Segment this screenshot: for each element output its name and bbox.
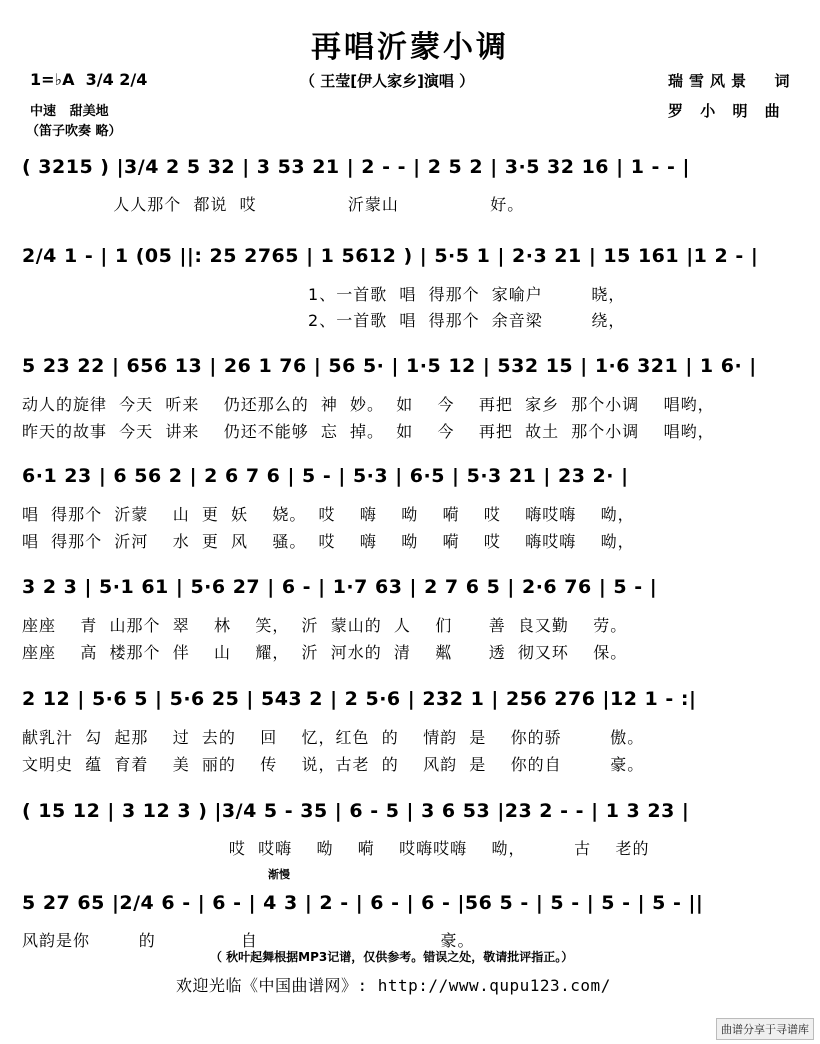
lyricist: 瑞雪风景 词 bbox=[668, 72, 796, 90]
tempo-change: 渐慢 bbox=[268, 868, 290, 881]
lyric-line: 唱 得那个 沂河 水 更 风 骚。 哎 嗨 呦 嗬 哎 嗨哎嗨 呦， bbox=[22, 532, 635, 551]
lyric-line: 座座 高 楼那个 伴 山 耀， 沂 河水的 清 粼 透 彻又环 保。 bbox=[22, 643, 628, 662]
footnote: （ 秋叶起舞根据MP3记谱，仅供参考。错误之处，敬请批评指正。） bbox=[210, 950, 574, 964]
lyric-line: 昨天的故事 今天 讲来 仍还不能够 忘 掉。 如 今 再把 故土 那个小调 唱哟， bbox=[22, 422, 715, 441]
lyric-line: 2、一首歌 唱 得那个 余音梁 绕， bbox=[22, 311, 626, 330]
lyric-line: 人人那个 都说 哎 沂蒙山 好。 bbox=[22, 195, 525, 214]
lyric-line: 座座 青 山那个 翠 林 笑， 沂 蒙山的 人 们 善 良又勤 劳。 bbox=[22, 616, 628, 635]
notation-line: 3 2 3 | 5·1 61 | 5·6 27 | 6 - | 1·7 63 | 2 7 6 5 | 2·6 76 | 5 - | bbox=[22, 576, 658, 598]
subtitle: （ 王莹[伊人家乡]演唱 ） bbox=[300, 72, 475, 90]
intro-note: （笛子吹奏 略） bbox=[26, 124, 122, 139]
lyric-line: 文明史 蕴 育着 美 丽的 传 说，古老 的 风韵 是 你的自 豪。 bbox=[22, 755, 645, 774]
notation-line: 5 27 65 |2/4 6 - | 6 - | 4 3 | 2 - | 6 - | 6 - |56 5 - | 5 - | 5 - | 5 - || bbox=[22, 892, 704, 914]
lyric-line: 献乳汁 勾 起那 过 去的 回 忆，红色 的 情韵 是 你的骄 傲。 bbox=[22, 728, 645, 747]
website-line: 欢迎光临《中国曲谱网》: http://www.qupu123.com/ bbox=[176, 976, 611, 995]
notation-line: 2/4 1 - | 1 (05 ||: 25 2765 | 1 5612 ) | 5·5 1 | 2·3 21 | 15 161 |1 2 - | bbox=[22, 245, 759, 267]
watermark-badge: 曲谱分享于寻谱库 bbox=[716, 1018, 814, 1040]
page-title: 再唱沂蒙小调 bbox=[311, 30, 509, 65]
lyric-line: 唱 得那个 沂蒙 山 更 妖 娆。 哎 嗨 呦 嗬 哎 嗨哎嗨 呦， bbox=[22, 505, 635, 524]
key-signature: 1=♭A 3/4 2/4 bbox=[30, 70, 148, 89]
notation-line: ( 3215 ) |3/4 2 5 32 | 3 53 21 | 2 - - | 2 5 2 | 3·5 32 16 | 1 - - | bbox=[22, 156, 690, 178]
composer: 罗 小 明 曲 bbox=[668, 102, 786, 120]
lyric-line: 风韵是你 的 自 豪。 bbox=[22, 931, 475, 950]
lyric-line: 哎 哎嗨 呦 嗬 哎嗨哎嗨 呦， 古 老的 bbox=[22, 839, 650, 858]
notation-line: 6·1 23 | 6 56 2 | 2 6 7 6 | 5 - | 5·3 | 6·5 | 5·3 21 | 23 2· | bbox=[22, 465, 629, 487]
lyric-line: 1、一首歌 唱 得那个 家喻户 晓， bbox=[22, 285, 626, 304]
tempo-mark: 中速 甜美地 bbox=[30, 104, 109, 119]
notation-line: 2 12 | 5·6 5 | 5·6 25 | 543 2 | 2 5·6 | 232 1 | 256 276 |12 1 - :| bbox=[22, 688, 697, 710]
notation-line: ( 15 12 | 3 12 3 ) |3/4 5 - 35 | 6 - 5 | 3 6 53 |23 2 - - | 1 3 23 | bbox=[22, 800, 690, 822]
notation-line: 5 23 22 | 656 13 | 26 1 76 | 56 5· | 1·5 12 | 532 15 | 1·6 321 | 1 6· | bbox=[22, 355, 757, 377]
lyric-line: 动人的旋律 今天 听来 仍还那么的 神 妙。 如 今 再把 家乡 那个小调 唱哟， bbox=[22, 395, 715, 414]
